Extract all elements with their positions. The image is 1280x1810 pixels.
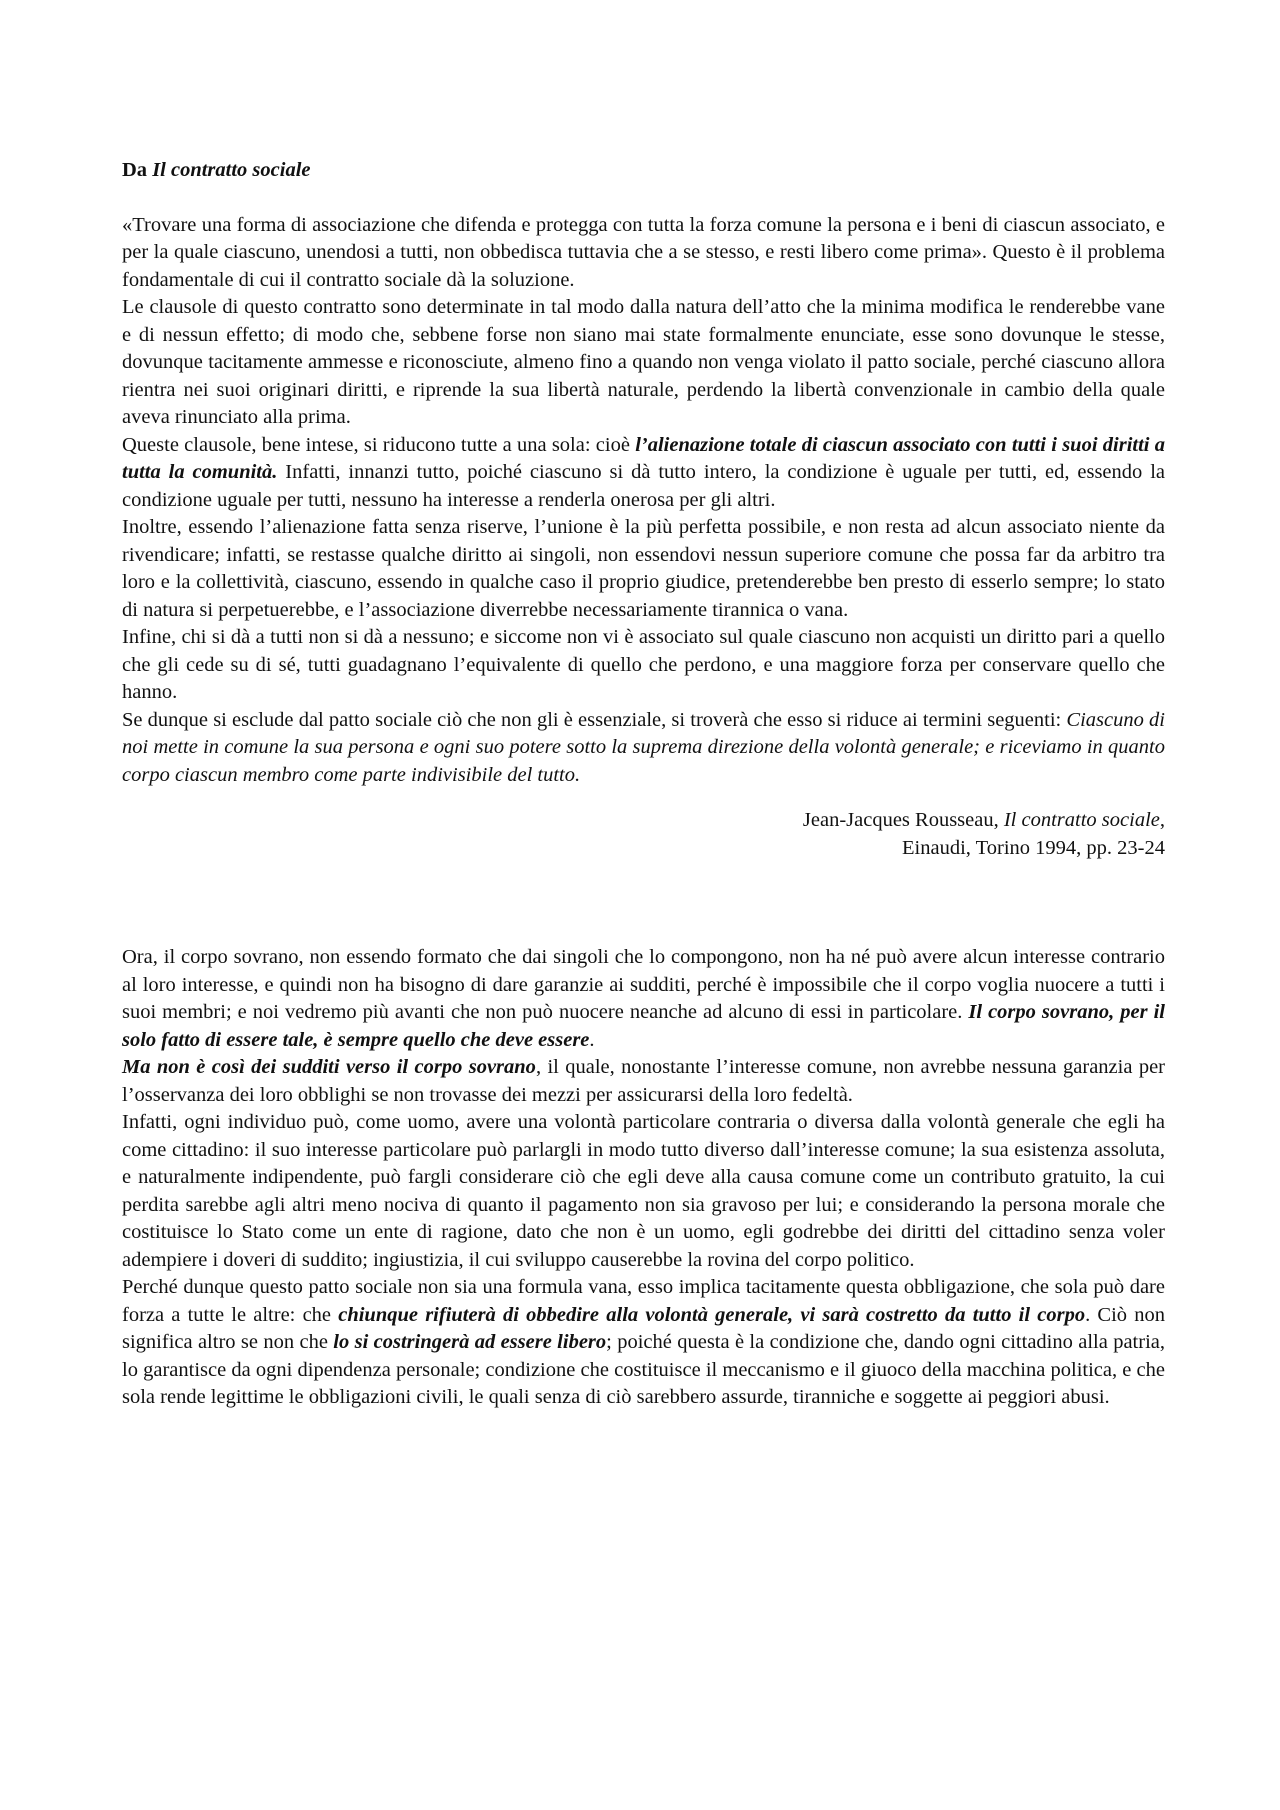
emphasis-text: lo si costringerà ad essere libero [333,1331,607,1353]
emphasis-text: chiunque rifiuterà di obbedire alla volontà generale, vi sarà costretto da tutto il corpo [338,1303,1086,1326]
excerpt-section-2 [122,944,1165,1412]
citation-line-2: Einaudi, Torino 1994, pp. 23-24 [902,837,1165,859]
paragraph: Inoltre, essendo l’alienazione fatta senza riserve, l’unione è la più perfetta possibile, e non resta ad alcun associato niente da rivendicare; infatti, se restasse qualche diritto ai singoli, non essendovi nessun superiore comune che possa far da arbitro tra loro e la collettività, ciascuno, essendo in qualche caso il proprio giudice, pretenderebbe ben presto di esserlo sempre; lo stato di natura si perpetuerebbe, e l’associazione diverrebbe necessariamente tirannica o vana. [122,516,1165,621]
paragraph: Ma non è così dei sudditi verso il corpo sovrano, il quale, nonostante l’interesse comune, non avrebbe nessuna garanzia per l’osservanza dei loro obblighi se non trovasse dei mezzi per assicurarsi della loro fedeltà. [122,1056,1165,1106]
document-heading [122,157,1165,185]
paragraph: Queste clausole, bene intese, si riducono tutte a una sola: cioè l’alienazione totale di ciascun associato con tutti i suoi diritti a tutta la comunità. Infatti, innanzi tutto, poiché ciascuno si dà tutto intero, la condizione è uguale per tutti, ed, essendo la condizione uguale per tutti, nessuno ha interesse a renderla onerosa per gli altri. [122,433,1165,511]
emphasis-text: Il corpo sovrano, per il solo fatto di essere tale, è sempre quello che deve essere [122,1001,1165,1051]
paragraph: Infatti, ogni individuo può, come uomo, avere una volontà particolare contraria o diversa dalla volontà generale che egli ha come cittadino: il suo interesse particolare può parlargli in modo tutto diverso dall’interesse comune; la sua esistenza assoluta, e naturalmente indipendente, può fargli considerare ciò che egli deve alla causa comune come un contributo gratuito, la cui perdita sarebbe agli altri meno nociva di quanto il pagamento non sia gravoso per lui; e considerando la persona morale che costituisce lo Stato come un ente di ragione, dato che non è un uomo, egli godrebbe dei diritti del cittadino senza voler adempiere i doveri di suddito; ingiustizia, il cui sviluppo causerebbe la rovina del corpo politico. [122,1111,1165,1271]
heading-title: Il contratto sociale [152,159,311,181]
excerpt-section-1 [122,212,1165,790]
citation-work-title: Il contratto sociale [1003,809,1160,831]
paragraph: Ora, il corpo sovrano, non essendo formato che dai singoli che lo compongono, non ha né può avere alcun interesse contrario al loro interesse, e quindi non ha bisogno di dare garanzie ai sudditi, perché è impossibile che il corpo voglia nuocere a tutti i suoi membri; e noi vedremo più avanti che non può nuocere neanche ad alcuno di essi in particolare. Il corpo sovrano, per il solo fatto di essere tale, è sempre quello che deve essere. [122,946,1165,1051]
paragraph: Infine, chi si dà a tutti non si dà a nessuno; e siccome non vi è associato sul quale ciascuno non acquisti un diritto pari a quello che gli cede su di sé, tutti guadagnano l’equivalente di quello che perdono, e una maggiore forza per conservare quello che hanno. [122,626,1165,703]
citation [122,806,1165,862]
emphasis-text: l’alienazione totale di ciascun associato con tutti i suoi diritti a tutta la comunità. [122,433,1165,483]
emphasis-text: Ma non è così dei sudditi verso il corpo sovrano [122,1056,536,1078]
paragraph: Perché dunque questo patto sociale non sia una formula vana, esso implica tacitamente questa obbligazione, che sola può dare forza a tutte le altre: che chiunque rifiuterà di obbedire alla volontà generale, vi sarà costretto da tutto il corpo. Ciò non significa altro se non che lo si costringerà ad essere libero; poiché questa è la condizione che, dando ogni cittadino alla patria, lo garantisce da ogni dipendenza personale; condizione che costituisce il meccanismo e il giuoco della macchina politica, e che sola rende legittime le obbligazioni civili, le quali senza di ciò sarebbero assurde, tiranniche e soggette ai peggiori abusi. [122,1276,1165,1408]
paragraph: Se dunque si esclude dal patto sociale ciò che non gli è essenziale, si troverà che esso si riduce ai termini seguenti: Ciascuno di noi mette in comune la sua persona e ogni suo potere sotto la suprema direzione della volontà generale; e riceviamo in quanto corpo ciascun membro come parte indivisibile del tutto. [122,708,1165,786]
heading-prefix: Da [122,159,153,181]
emphasis-text: Ciascuno di noi mette in comune la sua persona e ogni suo potere sotto la suprema direzione della volontà generale; e riceviamo in quanto corpo ciascun membro come parte indivisibile del tutto. [122,708,1165,786]
paragraph: «Trovare una forma di associazione che difenda e protegga con tutta la forza comune la persona e i beni di ciascun associato, e per la quale ciascuno, unendosi a tutti, non obbedisca tuttavia che a se stesso, e resti libero come prima». Questo è il problema fondamentale di cui il contratto sociale dà la soluzione. [122,213,1165,291]
citation-line-1: Jean-Jacques Rousseau, Il contratto sociale, [802,809,1165,831]
paragraph: Le clausole di questo contratto sono determinate in tal modo dalla natura dell’atto che la minima modifica le renderebbe vane e di nessun effetto; di modo che, sebbene forse non siano mai state formalmente enunciate, esse sono dovunque le stesse, dovunque tacitamente ammesse e riconosciute, almeno fino a quando non venga violato il patto sociale, perché ciascuno allora rientra nei suoi originari diritti, e riprende la sua libertà naturale, perdendo la libertà convenzionale in cambio della quale aveva rinunciato alla prima. [122,296,1165,428]
